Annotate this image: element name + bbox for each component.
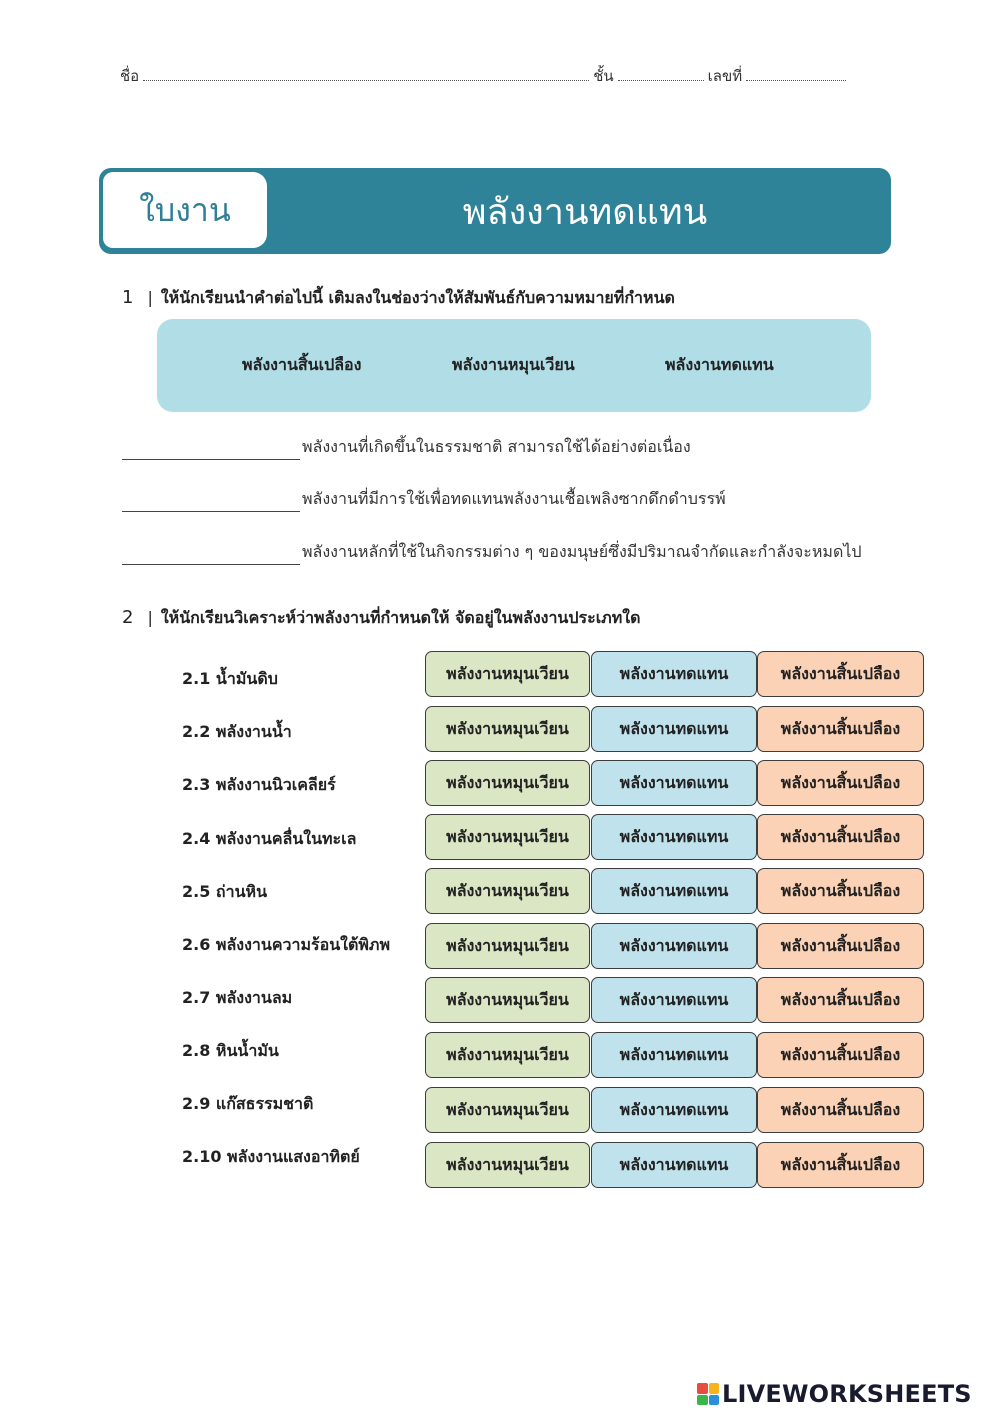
option-renewable-button[interactable]: พลังงานหมุนเวียน (425, 706, 590, 752)
answer-blank-3[interactable] (122, 563, 300, 565)
option-alternative-button[interactable]: พลังงานทดแทน (591, 760, 757, 806)
option-nonrenewable-button[interactable]: พลังงานสิ้นเปลือง (757, 1142, 924, 1188)
option-nonrenewable-button[interactable]: พลังงานสิ้นเปลือง (757, 977, 924, 1023)
option-nonrenewable-button[interactable]: พลังงานสิ้นเปลือง (757, 814, 924, 860)
q2-item-label: 2.10 พลังงานแสงอาทิตย์ (182, 1147, 360, 1166)
number-field[interactable] (746, 68, 846, 81)
option-alternative-button[interactable]: พลังงานทดแทน (591, 651, 757, 697)
word-bank-item[interactable]: พลังงานหมุนเวียน (452, 355, 575, 374)
q1-heading (122, 286, 675, 311)
option-renewable-button[interactable]: พลังงานหมุนเวียน (425, 1032, 590, 1078)
option-alternative-button[interactable]: พลังงานทดแทน (591, 868, 757, 914)
option-alternative-button[interactable]: พลังงานทดแทน (591, 1087, 757, 1133)
definition-1: พลังงานที่เกิดขึ้นในธรรมชาติ สามารถใช้ได้อย่างต่อเนื่อง (302, 437, 691, 456)
option-alternative-button[interactable]: พลังงานทดแทน (591, 814, 757, 860)
q2-divider: | (147, 608, 153, 627)
q2-item-label: 2.9 แก๊สธรรมชาติ (182, 1094, 314, 1113)
definition-2: พลังงานที่มีการใช้เพื่อทดแทนพลังงานเชื้อเพลิงซากดึกดำบรรพ์ (302, 489, 726, 508)
option-renewable-button[interactable]: พลังงานหมุนเวียน (425, 1087, 590, 1133)
name-label: ชื่อ (120, 67, 140, 85)
worksheet-title: พลังงานทดแทน (462, 191, 708, 233)
liveworksheets-brand (697, 1380, 972, 1408)
q2-heading (122, 606, 640, 631)
option-nonrenewable-button[interactable]: พลังงานสิ้นเปลือง (757, 923, 924, 969)
option-alternative-button[interactable]: พลังงานทดแทน (591, 977, 757, 1023)
answer-blank-2[interactable] (122, 510, 300, 512)
option-renewable-button[interactable]: พลังงานหมุนเวียน (425, 977, 590, 1023)
option-nonrenewable-button[interactable]: พลังงานสิ้นเปลือง (757, 1032, 924, 1078)
number-label: เลขที่ (707, 67, 743, 85)
answer-blank-1[interactable] (122, 458, 300, 460)
title-banner (99, 168, 891, 254)
q2-item-label: 2.7 พลังงานลม (182, 988, 293, 1007)
option-nonrenewable-button[interactable]: พลังงานสิ้นเปลือง (757, 1087, 924, 1133)
word-bank-item[interactable]: พลังงานทดแทน (665, 355, 774, 374)
option-alternative-button[interactable]: พลังงานทดแทน (591, 706, 757, 752)
option-renewable-button[interactable]: พลังงานหมุนเวียน (425, 1142, 590, 1188)
student-info-row (120, 64, 850, 88)
option-nonrenewable-button[interactable]: พลังงานสิ้นเปลือง (757, 651, 924, 697)
option-nonrenewable-button[interactable]: พลังงานสิ้นเปลือง (757, 760, 924, 806)
q2-number: 2 (122, 607, 134, 628)
q1-instruction: ให้นักเรียนนำคำต่อไปนี้ เติมลงในช่องว่างให้สัมพันธ์กับความหมายที่กำหนด (160, 288, 675, 307)
name-field[interactable] (143, 68, 589, 81)
q2-item-label: 2.8 หินน้ำมัน (182, 1041, 279, 1060)
q2-instruction: ให้นักเรียนวิเคราะห์ว่าพลังงานที่กำหนดให้ จัดอยู่ในพลังงานประเภทใด (160, 608, 641, 627)
word-bank-item[interactable]: พลังงานสิ้นเปลือง (242, 355, 362, 374)
liveworksheets-logo-icon (697, 1383, 719, 1405)
worksheet-tag: ใบงาน (103, 172, 267, 248)
q2-item-label: 2.1 น้ำมันดิบ (182, 669, 278, 688)
q2-item-label: 2.3 พลังงานนิวเคลียร์ (182, 775, 336, 794)
class-field[interactable] (618, 68, 704, 81)
q2-item-label: 2.6 พลังงานความร้อนใต้พิภพ (182, 935, 391, 954)
option-nonrenewable-button[interactable]: พลังงานสิ้นเปลือง (757, 706, 924, 752)
option-renewable-button[interactable]: พลังงานหมุนเวียน (425, 814, 590, 860)
option-alternative-button[interactable]: พลังงานทดแทน (591, 1142, 757, 1188)
brand-text: LIVEWORKSHEETS (722, 1380, 972, 1408)
option-renewable-button[interactable]: พลังงานหมุนเวียน (425, 760, 590, 806)
option-renewable-button[interactable]: พลังงานหมุนเวียน (425, 651, 590, 697)
option-nonrenewable-button[interactable]: พลังงานสิ้นเปลือง (757, 868, 924, 914)
class-label: ชั้น (593, 67, 614, 85)
q2-item-label: 2.5 ถ่านหิน (182, 882, 268, 901)
option-alternative-button[interactable]: พลังงานทดแทน (591, 923, 757, 969)
q2-item-label: 2.4 พลังงานคลื่นในทะเล (182, 829, 357, 848)
option-renewable-button[interactable]: พลังงานหมุนเวียน (425, 868, 590, 914)
q1-number: 1 (122, 287, 134, 308)
option-alternative-button[interactable]: พลังงานทดแทน (591, 1032, 757, 1078)
q1-divider: | (147, 288, 153, 307)
definition-3: พลังงานหลักที่ใช้ในกิจกรรมต่าง ๆ ของมนุษย์ซึ่งมีปริมาณจำกัดและกำลังจะหมดไป (302, 542, 862, 561)
q2-item-label: 2.2 พลังงานน้ำ (182, 722, 292, 741)
option-renewable-button[interactable]: พลังงานหมุนเวียน (425, 923, 590, 969)
word-bank (157, 319, 871, 412)
